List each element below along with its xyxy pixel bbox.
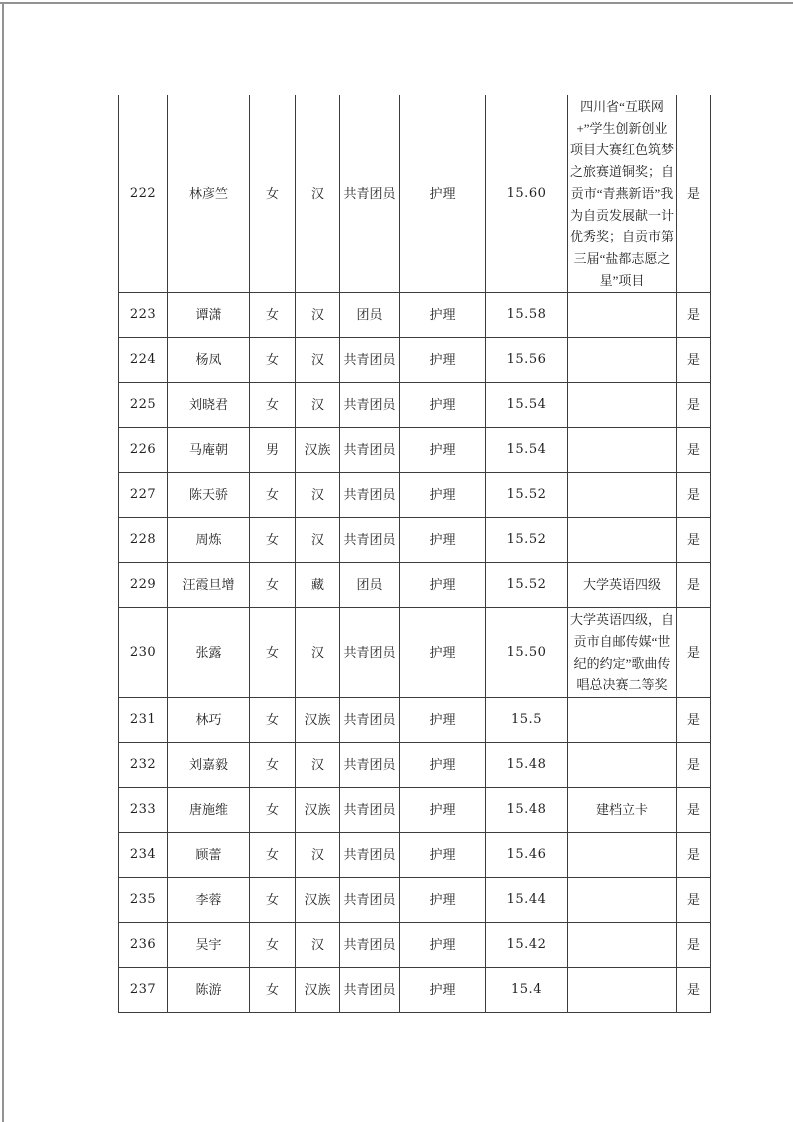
table-row xyxy=(119,293,711,338)
cell-score: 15.50 xyxy=(486,608,568,698)
cell-award xyxy=(568,293,677,338)
cell-ethnicity: 汉族 xyxy=(296,788,340,833)
cell-political: 共青团员 xyxy=(340,833,400,878)
cell-award xyxy=(568,473,677,518)
cell-confirm: 是 xyxy=(677,473,711,518)
cell-name: 陈游 xyxy=(168,968,250,1013)
cell-no: 235 xyxy=(119,878,168,923)
cell-score: 15.4 xyxy=(486,968,568,1013)
cell-award: 大学英语四级，自贡市自邮传媒“世纪的约定”歌曲传唱总决赛二等奖 xyxy=(568,608,677,698)
cell-score: 15.48 xyxy=(486,743,568,788)
table-row xyxy=(119,923,711,968)
cell-political: 共青团员 xyxy=(340,743,400,788)
cell-gender: 女 xyxy=(250,293,296,338)
cell-award xyxy=(568,518,677,563)
cell-award xyxy=(568,428,677,473)
cell-gender: 女 xyxy=(250,383,296,428)
cell-no: 226 xyxy=(119,428,168,473)
cell-award xyxy=(568,878,677,923)
cell-name: 马庵朝 xyxy=(168,428,250,473)
cell-award: 四川省“互联网+”学生创新创业项目大赛红色筑梦之旅赛道铜奖；自贡市“青燕新语”我为自贡发展献一计优秀奖；自贡市第三届“盐都志愿之星”项目 xyxy=(568,95,677,293)
table-row xyxy=(119,428,711,473)
cell-gender: 男 xyxy=(250,428,296,473)
cell-score: 15.46 xyxy=(486,833,568,878)
cell-major: 护理 xyxy=(400,698,486,743)
cell-major: 护理 xyxy=(400,338,486,383)
cell-ethnicity: 汉 xyxy=(296,473,340,518)
cell-score: 15.44 xyxy=(486,878,568,923)
cell-confirm: 是 xyxy=(677,293,711,338)
table-row xyxy=(119,473,711,518)
page-border-left xyxy=(2,2,4,1122)
cell-no: 222 xyxy=(119,95,168,293)
cell-score: 15.58 xyxy=(486,293,568,338)
cell-name: 汪霞旦增 xyxy=(168,563,250,608)
cell-award: 大学英语四级 xyxy=(568,563,677,608)
cell-no: 232 xyxy=(119,743,168,788)
cell-major: 护理 xyxy=(400,383,486,428)
cell-ethnicity: 汉 xyxy=(296,383,340,428)
cell-score: 15.52 xyxy=(486,563,568,608)
cell-award xyxy=(568,833,677,878)
table-row xyxy=(119,383,711,428)
cell-gender: 女 xyxy=(250,698,296,743)
cell-political: 团员 xyxy=(340,293,400,338)
table-row xyxy=(119,518,711,563)
table-row xyxy=(119,698,711,743)
cell-score: 15.56 xyxy=(486,338,568,383)
cell-major: 护理 xyxy=(400,563,486,608)
cell-name: 顾蕾 xyxy=(168,833,250,878)
cell-score: 15.5 xyxy=(486,698,568,743)
cell-gender: 女 xyxy=(250,473,296,518)
cell-ethnicity: 汉 xyxy=(296,608,340,698)
cell-score: 15.52 xyxy=(486,518,568,563)
cell-confirm: 是 xyxy=(677,338,711,383)
cell-award xyxy=(568,743,677,788)
cell-confirm: 是 xyxy=(677,698,711,743)
cell-political: 共青团员 xyxy=(340,428,400,473)
cell-major: 护理 xyxy=(400,428,486,473)
cell-gender: 女 xyxy=(250,923,296,968)
cell-no: 231 xyxy=(119,698,168,743)
cell-score: 15.60 xyxy=(486,95,568,293)
table-row xyxy=(119,743,711,788)
cell-confirm: 是 xyxy=(677,428,711,473)
cell-ethnicity: 汉族 xyxy=(296,968,340,1013)
cell-confirm: 是 xyxy=(677,383,711,428)
cell-confirm: 是 xyxy=(677,608,711,698)
cell-name: 陈天骄 xyxy=(168,473,250,518)
cell-major: 护理 xyxy=(400,518,486,563)
cell-gender: 女 xyxy=(250,788,296,833)
cell-award xyxy=(568,338,677,383)
cell-major: 护理 xyxy=(400,743,486,788)
cell-political: 共青团员 xyxy=(340,608,400,698)
cell-award xyxy=(568,923,677,968)
cell-major: 护理 xyxy=(400,923,486,968)
cell-gender: 女 xyxy=(250,878,296,923)
cell-no: 223 xyxy=(119,293,168,338)
cell-political: 团员 xyxy=(340,563,400,608)
cell-ethnicity: 汉族 xyxy=(296,698,340,743)
cell-major: 护理 xyxy=(400,878,486,923)
cell-gender: 女 xyxy=(250,518,296,563)
cell-no: 230 xyxy=(119,608,168,698)
cell-name: 林彦竺 xyxy=(168,95,250,293)
cell-major: 护理 xyxy=(400,608,486,698)
cell-confirm: 是 xyxy=(677,878,711,923)
table-row xyxy=(119,878,711,923)
cell-score: 15.54 xyxy=(486,428,568,473)
cell-ethnicity: 汉 xyxy=(296,518,340,563)
cell-confirm: 是 xyxy=(677,788,711,833)
cell-confirm: 是 xyxy=(677,563,711,608)
cell-confirm: 是 xyxy=(677,743,711,788)
cell-ethnicity: 汉 xyxy=(296,833,340,878)
cell-no: 233 xyxy=(119,788,168,833)
cell-political: 共青团员 xyxy=(340,788,400,833)
cell-major: 护理 xyxy=(400,968,486,1013)
cell-no: 224 xyxy=(119,338,168,383)
cell-gender: 女 xyxy=(250,95,296,293)
cell-no: 237 xyxy=(119,968,168,1013)
cell-score: 15.42 xyxy=(486,923,568,968)
cell-political: 共青团员 xyxy=(340,968,400,1013)
cell-political: 共青团员 xyxy=(340,518,400,563)
cell-no: 225 xyxy=(119,383,168,428)
cell-name: 周炼 xyxy=(168,518,250,563)
cell-gender: 女 xyxy=(250,338,296,383)
cell-name: 李蓉 xyxy=(168,878,250,923)
student-roster-table xyxy=(118,95,711,1013)
cell-ethnicity: 汉 xyxy=(296,293,340,338)
cell-ethnicity: 汉 xyxy=(296,338,340,383)
cell-gender: 女 xyxy=(250,833,296,878)
cell-gender: 女 xyxy=(250,743,296,788)
cell-major: 护理 xyxy=(400,293,486,338)
cell-gender: 女 xyxy=(250,608,296,698)
cell-name: 刘嘉毅 xyxy=(168,743,250,788)
cell-political: 共青团员 xyxy=(340,923,400,968)
cell-political: 共青团员 xyxy=(340,698,400,743)
cell-major: 护理 xyxy=(400,473,486,518)
cell-ethnicity: 汉族 xyxy=(296,428,340,473)
cell-major: 护理 xyxy=(400,95,486,293)
table-row xyxy=(119,563,711,608)
cell-award xyxy=(568,698,677,743)
cell-gender: 女 xyxy=(250,968,296,1013)
cell-political: 共青团员 xyxy=(340,473,400,518)
cell-major: 护理 xyxy=(400,833,486,878)
cell-political: 共青团员 xyxy=(340,383,400,428)
cell-name: 刘晓君 xyxy=(168,383,250,428)
cell-award xyxy=(568,383,677,428)
cell-ethnicity: 汉 xyxy=(296,95,340,293)
cell-confirm: 是 xyxy=(677,923,711,968)
cell-name: 林巧 xyxy=(168,698,250,743)
table-row xyxy=(119,338,711,383)
cell-gender: 女 xyxy=(250,563,296,608)
cell-no: 227 xyxy=(119,473,168,518)
cell-no: 229 xyxy=(119,563,168,608)
cell-major: 护理 xyxy=(400,788,486,833)
cell-award: 建档立卡 xyxy=(568,788,677,833)
table-row xyxy=(119,95,711,293)
table-row xyxy=(119,968,711,1013)
cell-award xyxy=(568,968,677,1013)
cell-ethnicity: 藏 xyxy=(296,563,340,608)
page-border-top xyxy=(0,2,793,4)
cell-name: 杨凤 xyxy=(168,338,250,383)
table-row xyxy=(119,833,711,878)
cell-name: 谭潇 xyxy=(168,293,250,338)
cell-name: 唐施维 xyxy=(168,788,250,833)
cell-name: 张露 xyxy=(168,608,250,698)
cell-political: 共青团员 xyxy=(340,338,400,383)
table-row xyxy=(119,788,711,833)
cell-confirm: 是 xyxy=(677,518,711,563)
cell-ethnicity: 汉族 xyxy=(296,878,340,923)
cell-political: 共青团员 xyxy=(340,95,400,293)
cell-confirm: 是 xyxy=(677,833,711,878)
cell-score: 15.48 xyxy=(486,788,568,833)
cell-no: 236 xyxy=(119,923,168,968)
student-roster-table-body xyxy=(119,95,711,1013)
cell-name: 吴宇 xyxy=(168,923,250,968)
cell-ethnicity: 汉 xyxy=(296,923,340,968)
cell-score: 15.54 xyxy=(486,383,568,428)
cell-no: 234 xyxy=(119,833,168,878)
cell-ethnicity: 汉 xyxy=(296,743,340,788)
cell-score: 15.52 xyxy=(486,473,568,518)
cell-confirm: 是 xyxy=(677,95,711,293)
cell-no: 228 xyxy=(119,518,168,563)
cell-political: 共青团员 xyxy=(340,878,400,923)
cell-confirm: 是 xyxy=(677,968,711,1013)
table-row xyxy=(119,608,711,698)
